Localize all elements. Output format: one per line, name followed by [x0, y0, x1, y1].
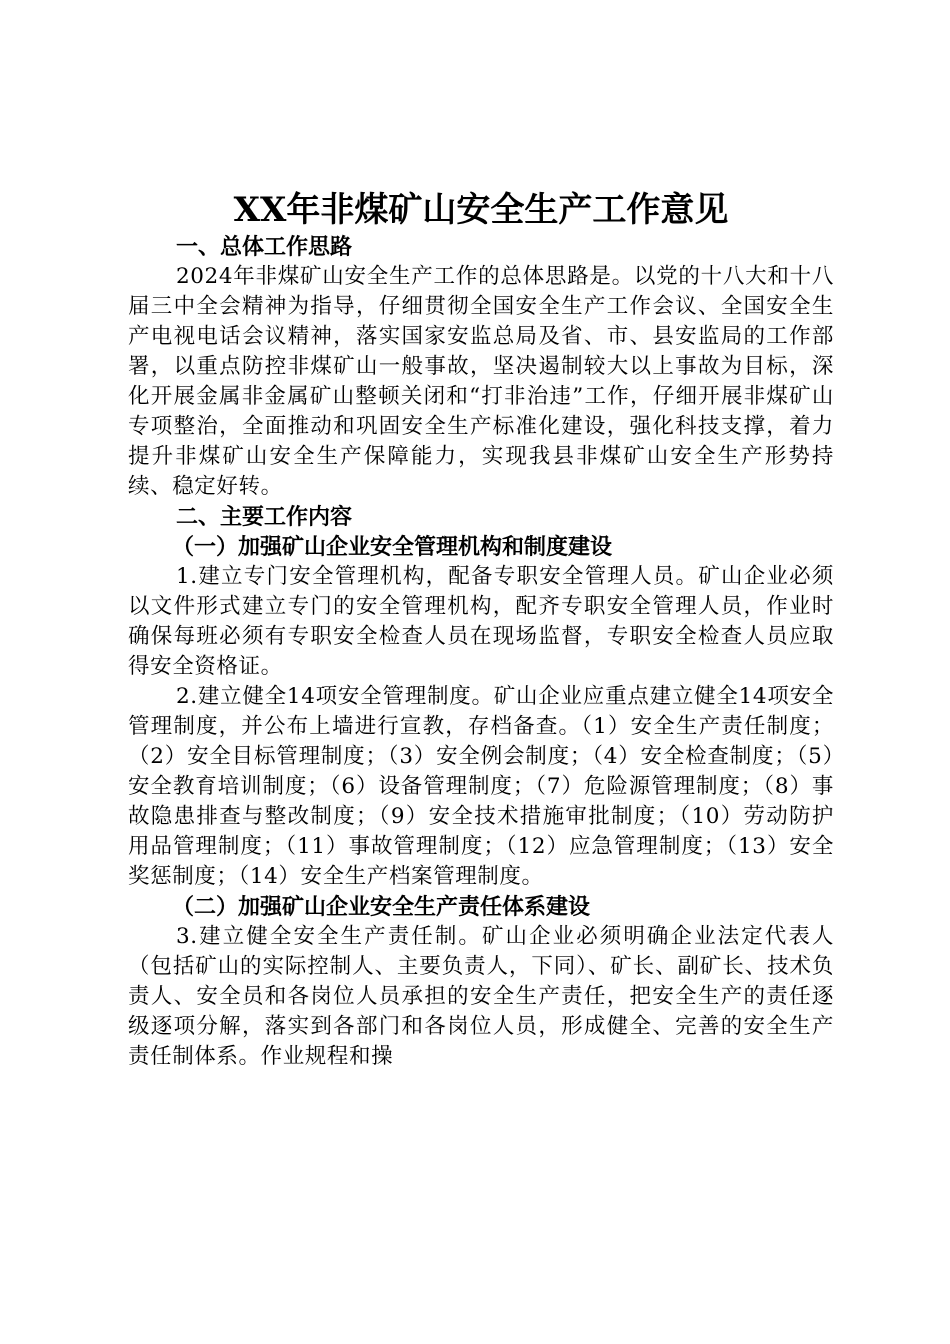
section-heading-overall-approach: 一、总体工作思路 [176, 234, 353, 260]
paragraph-item-1: 1.建立专门安全管理机构，配备专职安全管理人员。矿山企业必须以文件形式建立专门的安全管理机构，配齐专职安全管理人员，作业时确保每班必须有专职安全检查人员在现场监督，专职安全检查人员应取得安全资格证。 [128, 564, 834, 679]
subsection-heading-management-structure: （一）加强矿山企业安全管理机构和制度建设 [172, 534, 613, 560]
document-page [128, 188, 834, 1072]
paragraph-item-2: 2.建立健全14项安全管理制度。矿山企业应重点建立健全14项安全管理制度，并公布上墙进行宣教，存档备查。（1）安全生产责任制度；（2）安全目标管理制度；（3）安全例会制度；（4）安全检查制度；（5）安全教育培训制度；（6）设备管理制度；（7）危险源管理制度；（8）事故隐患排查与整改制度；（9）安全技术措施审批制度；（10）劳动防护用品管理制度；（11）事故管理制度；（12）应急管理制度；（13）安全奖惩制度；（14）安全生产档案管理制度。 [128, 684, 834, 889]
document-title: XX年非煤矿山安全生产工作意见 [233, 190, 729, 230]
paragraph-item-3: 3.建立健全安全生产责任制。矿山企业必须明确企业法定代表人（包括矿山的实际控制人、主要负责人，下同）、矿长、副矿长、技术负责人、安全员和各岗位人员承担的安全生产责任，把安全生产的责任逐级逐项分解，落实到各部门和各岗位人员，形成健全、完善的安全生产责任制体系。作业规程和操 [128, 924, 834, 1069]
subsection-heading-responsibility-system: （二）加强矿山企业安全生产责任体系建设 [172, 894, 591, 920]
paragraph-overall-approach: 2024年非煤矿山安全生产工作的总体思路是。以党的十八大和十八届三中全会精神为指导，仔细贯彻全国安全生产工作会议、全国安全生产电视电话会议精神，落实国家安监总局及省、市、县安监局的工作部署，以重点防控非煤矿山一般事故，坚决遏制较大以上事故为目标，深化开展金属非金属矿山整顿关闭和“打非治违”工作，仔细开展非煤矿山专项整治，全面推动和巩固安全生产标准化建设，强化科技支撑，着力提升非煤矿山安全生产保障能力，实现我县非煤矿山安全生产形势持续、稳定好转。 [128, 264, 834, 499]
section-heading-main-work: 二、主要工作内容 [176, 504, 353, 530]
